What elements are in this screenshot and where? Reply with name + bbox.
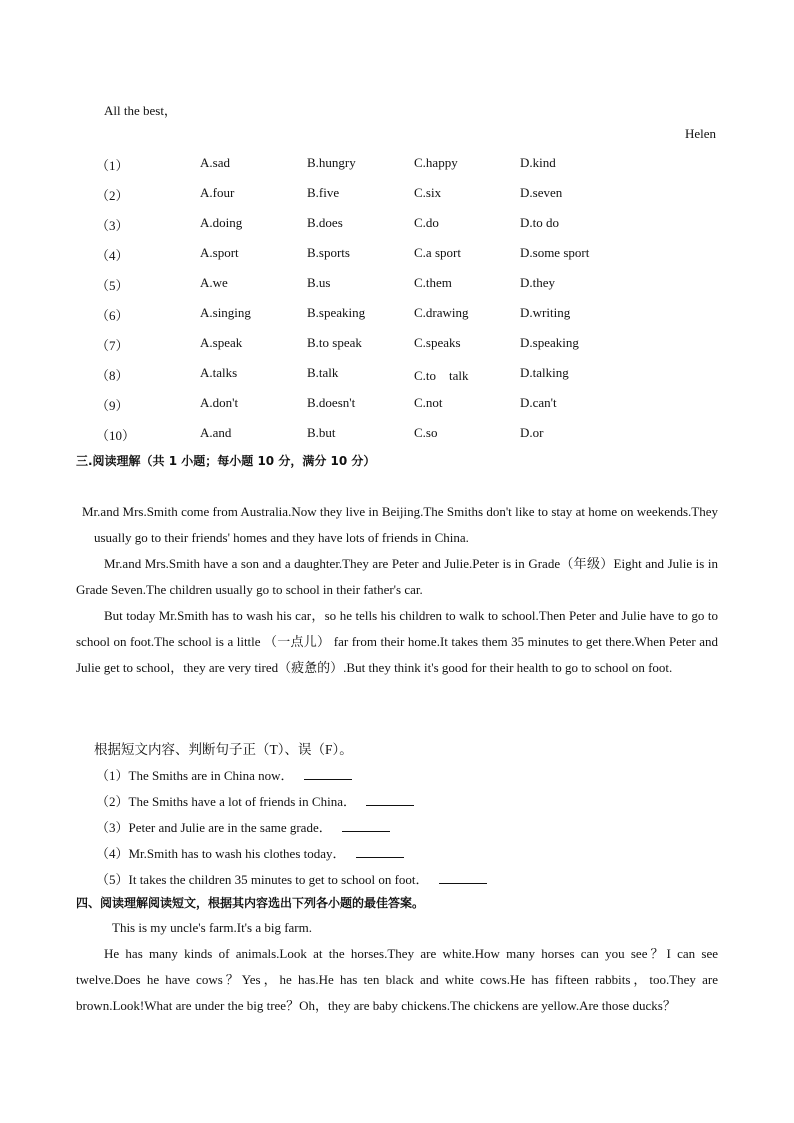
option-a: A.four xyxy=(200,185,235,200)
statement-text: （5）It takes the children 35 minutes to get to school on foot． xyxy=(96,872,429,887)
passage-paragraph: This is my uncle's farm.It's a big farm. xyxy=(112,920,313,935)
option-b: B.sports xyxy=(307,245,350,260)
question-number: （9） xyxy=(96,398,129,413)
answer-blank[interactable] xyxy=(356,844,404,858)
option-d: D.writing xyxy=(520,305,571,320)
answer-blank[interactable] xyxy=(304,766,352,780)
letter-signature: Helen xyxy=(684,126,716,141)
option-a: A.doing xyxy=(200,215,243,230)
question-number: （4） xyxy=(96,248,129,263)
option-b: B.to speak xyxy=(307,335,362,350)
statement-text: （1）The Smiths are in China now． xyxy=(96,768,294,783)
passage-paragraph: Mr.and Mrs.Smith have a son and a daughter.They are Peter and Julie.Peter is in Grade（年级）Eight and Julie is in Grade Seven.The children usually go to school in their father's car. xyxy=(76,556,718,597)
option-a: A.sad xyxy=(200,155,230,170)
option-d: D.some sport xyxy=(520,245,590,260)
option-c: C.to talk xyxy=(414,368,469,383)
option-b: B.but xyxy=(307,425,336,440)
option-row xyxy=(96,185,656,205)
section-4-heading: 四、阅读理解阅读短文，根据其内容选出下列各小题的最佳答案。 xyxy=(76,896,425,910)
question-number: （10） xyxy=(96,428,136,443)
option-d: D.to do xyxy=(520,215,559,230)
question-number: （8） xyxy=(96,368,129,383)
option-c: C.six xyxy=(414,185,442,200)
option-c: C.speaks xyxy=(414,335,461,350)
option-d: D.can't xyxy=(520,395,557,410)
option-b: B.five xyxy=(307,185,340,200)
option-a: A.singing xyxy=(200,305,251,320)
passage-paragraph: He has many kinds of animals.Look at the horses.They are white.How many horses can you see？I can see twelve.Does he have cows？Yes，he has.He has ten black and white cows.He has fifteen rabbits，too.They are brown.Look!What are under the big tree？Oh，they are baby chickens.The chickens are yellow.Are those ducks？ xyxy=(76,946,718,1013)
question-number: （3） xyxy=(96,218,129,233)
option-row xyxy=(96,155,656,175)
option-d: D.kind xyxy=(520,155,556,170)
section-3-heading: 三.阅读理解（共 1 小题；每小题 10 分，满分 10 分） xyxy=(76,454,376,468)
passage-paragraph: But today Mr.Smith has to wash his car，so he tells his children to walk to school.Then Peter and Julie have to go to school on foot.The school is a little （一点儿） far from their home.It takes them 35 minutes to get there.When Peter and Julie get to school，they are very tired（疲惫的）.But they think it's good for their health to go to school on foot. xyxy=(76,608,718,675)
option-a: A.talks xyxy=(200,365,238,380)
option-d: D.or xyxy=(520,425,544,440)
letter-sign-off: All the best， xyxy=(104,103,177,118)
passage-paragraph: Mr.and Mrs.Smith come from Australia.Now they live in Beijing.The Smiths don't like to stay at home on weekends.They usually go to their friends' homes and they have lots of friends in China. xyxy=(82,504,718,545)
option-d: D.they xyxy=(520,275,556,290)
tf-statement xyxy=(96,765,352,784)
question-number: （5） xyxy=(96,278,129,293)
option-a: A.sport xyxy=(200,245,239,260)
option-b: B.speaking xyxy=(307,305,366,320)
option-d: D.seven xyxy=(520,185,563,200)
answer-blank[interactable] xyxy=(342,818,390,832)
statement-text: （2）The Smiths have a lot of friends in China． xyxy=(96,794,356,809)
option-c: C.drawing xyxy=(414,305,469,320)
option-a: A.and xyxy=(200,425,232,440)
tf-statement xyxy=(96,843,404,862)
option-b: B.doesn't xyxy=(307,395,356,410)
option-b: B.hungry xyxy=(307,155,356,170)
option-c: C.so xyxy=(414,425,438,440)
option-b: B.us xyxy=(307,275,331,290)
option-c: C.happy xyxy=(414,155,458,170)
option-b: B.talk xyxy=(307,365,339,380)
option-row xyxy=(96,215,656,235)
answer-blank[interactable] xyxy=(366,792,414,806)
option-c: C.not xyxy=(414,395,443,410)
option-row xyxy=(96,335,656,355)
tf-instruction: 根据短文内容、判断句子正（T）、误（F）。 xyxy=(94,742,353,757)
option-c: C.a sport xyxy=(414,245,461,260)
option-row xyxy=(96,275,656,295)
option-d: D.talking xyxy=(520,365,569,380)
statement-text: （4）Mr.Smith has to wash his clothes today． xyxy=(96,846,346,861)
option-d: D.speaking xyxy=(520,335,579,350)
option-a: A.we xyxy=(200,275,228,290)
option-row xyxy=(96,365,656,385)
tf-statement xyxy=(96,817,390,836)
option-b: B.does xyxy=(307,215,343,230)
tf-statement xyxy=(96,869,487,888)
question-number: （6） xyxy=(96,308,129,323)
question-number: （2） xyxy=(96,188,129,203)
question-number: （7） xyxy=(96,338,129,353)
question-number: （1） xyxy=(96,158,129,173)
option-row xyxy=(96,395,656,415)
statement-text: （3）Peter and Julie are in the same grade． xyxy=(96,820,332,835)
option-row xyxy=(96,245,656,265)
option-c: C.do xyxy=(414,215,439,230)
option-row xyxy=(96,425,656,445)
option-a: A.speak xyxy=(200,335,243,350)
answer-blank[interactable] xyxy=(439,870,487,884)
option-c: C.them xyxy=(414,275,452,290)
option-a: A.don't xyxy=(200,395,239,410)
option-row xyxy=(96,305,656,325)
tf-statement xyxy=(96,791,414,810)
